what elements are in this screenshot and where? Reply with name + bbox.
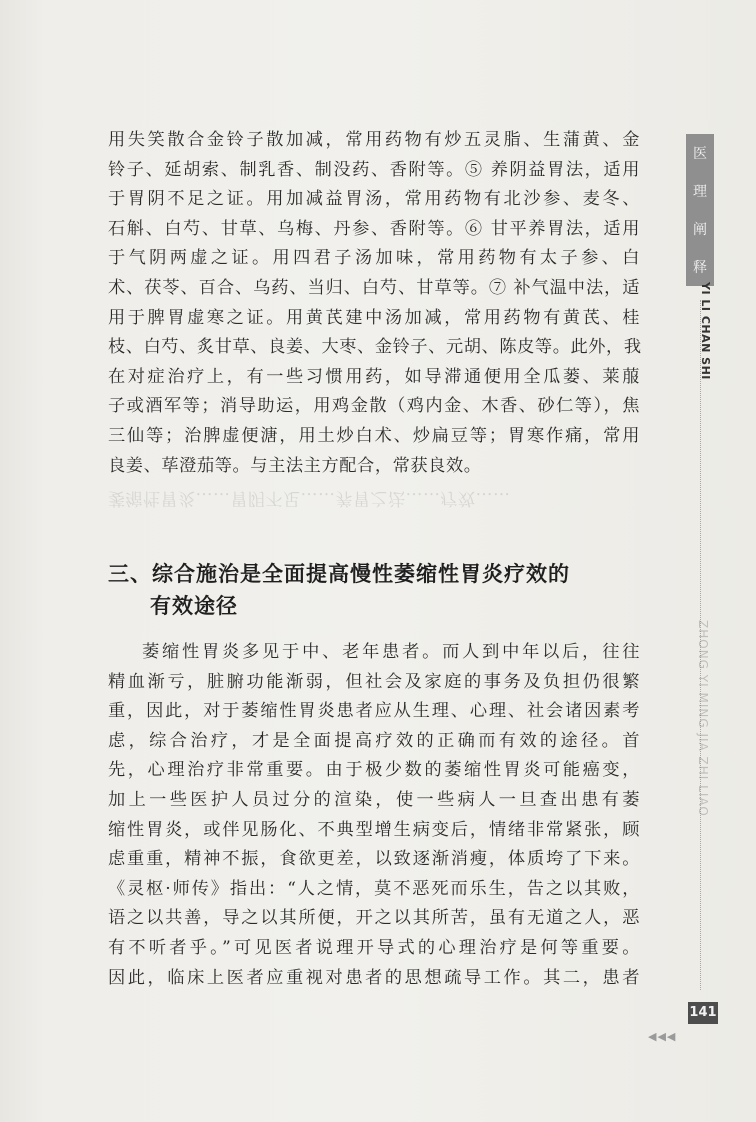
text-line: 于气阴两虚之证。用四君子汤加味，常用药物有太子参、白 [108, 248, 640, 269]
text-line: 用失笑散合金铃子散加减，常用药物有炒五灵脂、生蒲黄、金 [108, 130, 640, 150]
heading-line-1: 三、综合施治是全面提高慢性萎缩性胃炎疗效的 [108, 562, 570, 586]
text-line: 用于脾胃虚寒之证。用黄芪建中汤加减，常用药物有黄芪、桂 [108, 307, 640, 328]
text-line: 萎缩性胃炎多见于中、老年患者。而人到中年以后，往往 [142, 642, 640, 662]
text-line: 子或酒军等；消导助运，用鸡金散（鸡内金、木香、砂仁等），焦 [108, 396, 640, 417]
section-heading [108, 558, 648, 622]
text-line: 虑重重，精神不振，食欲更差，以致逐渐消瘦，体质垮了下来。 [108, 849, 640, 870]
text-line: 枝、白芍、炙甘草、良姜、大枣、金铃子、元胡、陈皮等。此外，我 [108, 337, 642, 358]
section-pinyin: YI LI CHAN SHI [699, 282, 712, 380]
text-line: 重，因此，对于萎缩性胃炎患者应从生理、心理、社会诸因素考 [108, 701, 640, 722]
section-tab-char: 医 [693, 146, 707, 162]
faded-margin-title: ZHONG YI MING JIA ZHI LIAO [696, 620, 710, 817]
text-line: 有不听者乎。”可见医者说理开导式的心理治疗是何等重要。 [108, 937, 640, 958]
text-line: 精血渐亏，脏腑功能渐弱，但社会及家庭的事务及负担仍很繁 [108, 671, 640, 692]
text-line: 良姜、荜澄茄等。与主法主方配合，常获良效。 [108, 455, 482, 476]
section-tab-char: 释 [693, 260, 707, 276]
section-tab-char: 理 [693, 184, 707, 200]
text-line: 语之以共善，导之以其所便，开之以其所苦，虽有无道之人，恶 [108, 908, 640, 929]
page-number: 141 [688, 1002, 718, 1024]
text-line: 先，心理治疗非常重要。由于极少数的萎缩性胃炎可能癌变， [108, 760, 640, 781]
text-line: 缩性胃炎，或伴见肠化、不典型增生病变后，情绪非常紧张，顾 [108, 819, 640, 840]
paragraph-2 [108, 638, 640, 993]
text-line: 在对症治疗上，有一些习惯用药，如导滞通便用全瓜蒌、莱菔 [108, 366, 640, 387]
text-line: 加上一些医护人员过分的渲染，使一些病人一旦查出患有萎 [108, 789, 640, 810]
section-tab-char: 阐 [693, 222, 707, 238]
text-line: 于胃阴不足之证。用加减益胃汤，常用药物有北沙参、麦冬、 [108, 189, 640, 210]
paragraph-text [108, 126, 640, 481]
text-line: 铃子、延胡索、制乳香、制没药、香附等。⑤ 养阴益胃法，适用 [108, 159, 640, 180]
paragraph-1 [108, 126, 640, 481]
heading-line-2: 有效途径 [150, 594, 238, 618]
text-line: 虑，综合治疗，才是全面提高疗效的正确而有效的途径。首 [108, 730, 640, 751]
section-tab [686, 134, 714, 286]
text-line: 《灵枢·师传》指出：“人之情，莫不恶死而乐生，告之以其败， [108, 878, 640, 899]
text-line: 术、茯苓、百合、乌药、当归、白芍、甘草等。⑦ 补气温中法，适 [108, 277, 640, 298]
text-line: 三仙等；治脾虚便溏，用土炒白术、炒扁豆等；胃寒作痛，常用 [108, 425, 640, 446]
text-line: 因此，临床上医者应重视对患者的思想疏导工作。其二，患者 [108, 967, 640, 988]
bleed-through-text: 萎缩性胃炎……胃阴不足……养胃之法……疗效…… [108, 488, 511, 508]
paragraph-text [108, 638, 640, 993]
arrow-icon: ◀◀◀ [648, 1030, 677, 1043]
text-line: 石斛、白芍、甘草、乌梅、丹参、香附等。⑥ 甘平养胃法，适用 [108, 218, 640, 239]
